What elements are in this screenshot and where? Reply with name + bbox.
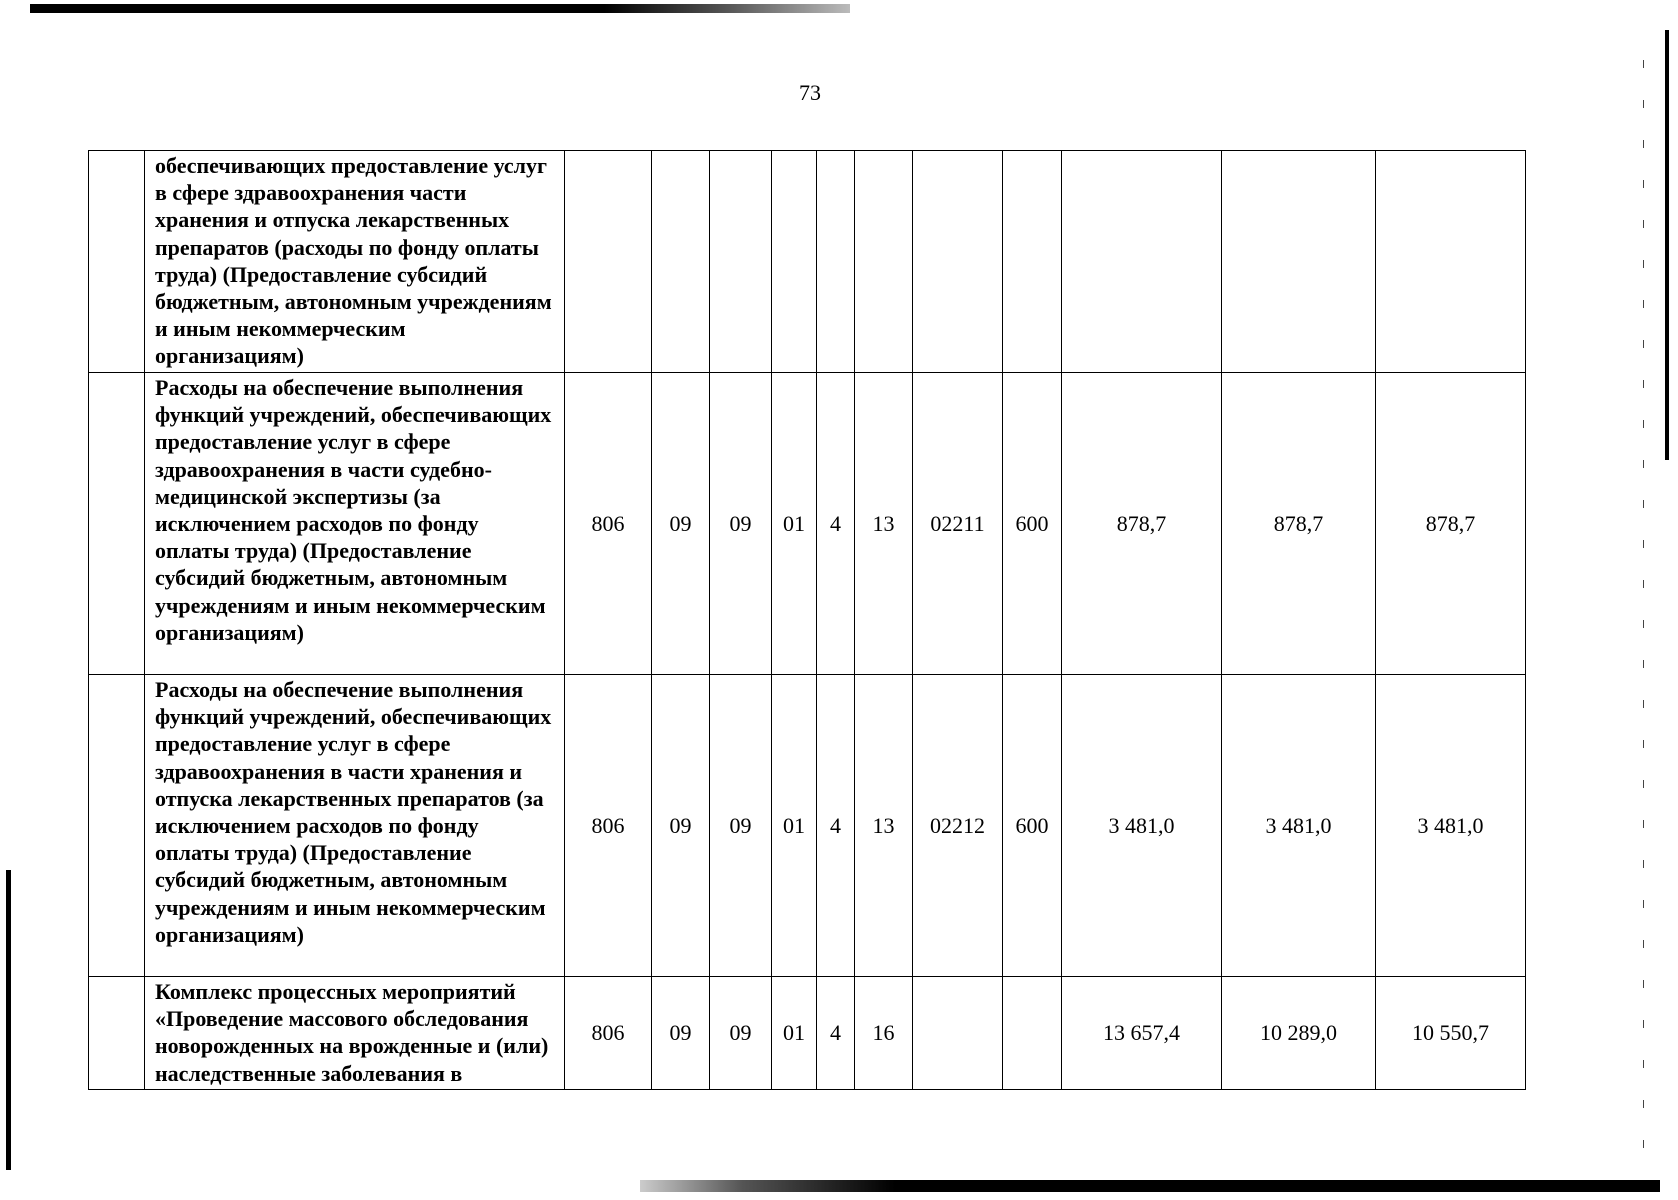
row-number-cell xyxy=(89,977,145,1090)
ministry-code-cell: 806 xyxy=(565,675,652,977)
expense-type-cell: 600 xyxy=(1003,675,1062,977)
page-number: 73 xyxy=(799,80,821,105)
description-cell: Расходы на обеспечение выполнения функций учреждений, обеспечивающих предоставление услуг в сфере здравоохранения в части хранения и отпуска лекарственных препаратов (за исключением расходов по фонду оплаты труда) (Предоставление субсидий бюджетным, автономным учреждениям и иным некоммерческим организациям) xyxy=(145,675,565,977)
scan-artifact-right-dashes xyxy=(1643,60,1644,1160)
subsection-code-cell: 09 xyxy=(710,373,772,675)
section-code-cell: 09 xyxy=(652,977,710,1090)
program-code-cell: 01 xyxy=(772,373,817,675)
amount-3-cell: 10 550,7 xyxy=(1376,977,1526,1090)
direction-code-cell xyxy=(913,977,1003,1090)
expense-type-cell xyxy=(1003,977,1062,1090)
amount-3-cell xyxy=(1376,151,1526,373)
description-cell: обеспечивающих предоставление услуг в сфере здравоохранения части хранения и отпуска лекарственных препаратов (расходы по фонду оплаты труда) (Предоставление субсидий бюджетным, автономным учреждениям и иным некоммерческим организациям) xyxy=(145,151,565,373)
subprogram-code-cell: 4 xyxy=(817,977,855,1090)
amount-3-cell: 878,7 xyxy=(1376,373,1526,675)
direction-code-cell: 02211 xyxy=(913,373,1003,675)
description-cell: Расходы на обеспечение выполнения функций учреждений, обеспечивающих предоставление услуг в сфере здравоохранения в части судебно-медицинской экспертизы (за исключением расходов по фонду оплаты труда) (Предоставление субсидий бюджетным, автономным учреждениям и иным некоммерческим организациям) xyxy=(145,373,565,675)
event-code-cell: 13 xyxy=(855,675,913,977)
expense-type-cell: 600 xyxy=(1003,373,1062,675)
row-number-cell xyxy=(89,373,145,675)
row-number-cell xyxy=(89,675,145,977)
amount-1-cell: 13 657,4 xyxy=(1062,977,1222,1090)
event-code-cell xyxy=(855,151,913,373)
table-row xyxy=(89,977,1526,1090)
expense-type-cell xyxy=(1003,151,1062,373)
table-row xyxy=(89,373,1526,675)
amount-1-cell: 3 481,0 xyxy=(1062,675,1222,977)
row-number-cell xyxy=(89,151,145,373)
scan-artifact-right-edge xyxy=(1665,30,1669,460)
amount-1-cell xyxy=(1062,151,1222,373)
amount-2-cell: 3 481,0 xyxy=(1222,675,1376,977)
event-code-cell: 13 xyxy=(855,373,913,675)
table-row xyxy=(89,675,1526,977)
ministry-code-cell: 806 xyxy=(565,977,652,1090)
subsection-code-cell: 09 xyxy=(710,977,772,1090)
subsection-code-cell: 09 xyxy=(710,675,772,977)
program-code-cell xyxy=(772,151,817,373)
table-row xyxy=(89,151,1526,373)
event-code-cell: 16 xyxy=(855,977,913,1090)
program-code-cell: 01 xyxy=(772,977,817,1090)
amount-2-cell: 878,7 xyxy=(1222,373,1376,675)
ministry-code-cell xyxy=(565,151,652,373)
scan-artifact-bottom-bar xyxy=(640,1180,1660,1192)
section-code-cell xyxy=(652,151,710,373)
subprogram-code-cell: 4 xyxy=(817,373,855,675)
amount-3-cell: 3 481,0 xyxy=(1376,675,1526,977)
section-code-cell: 09 xyxy=(652,373,710,675)
scan-artifact-top-bar xyxy=(30,4,850,13)
scan-artifact-left-edge xyxy=(6,870,11,1170)
subprogram-code-cell xyxy=(817,151,855,373)
budget-table xyxy=(88,150,1526,1090)
amount-2-cell xyxy=(1222,151,1376,373)
direction-code-cell xyxy=(913,151,1003,373)
subsection-code-cell xyxy=(710,151,772,373)
program-code-cell: 01 xyxy=(772,675,817,977)
direction-code-cell: 02212 xyxy=(913,675,1003,977)
amount-2-cell: 10 289,0 xyxy=(1222,977,1376,1090)
ministry-code-cell: 806 xyxy=(565,373,652,675)
description-cell: Комплекс процессных мероприятий «Проведение массового обследования новорожденных на врожденные и (или) наследственные заболевания в xyxy=(145,977,565,1090)
subprogram-code-cell: 4 xyxy=(817,675,855,977)
section-code-cell: 09 xyxy=(652,675,710,977)
amount-1-cell: 878,7 xyxy=(1062,373,1222,675)
